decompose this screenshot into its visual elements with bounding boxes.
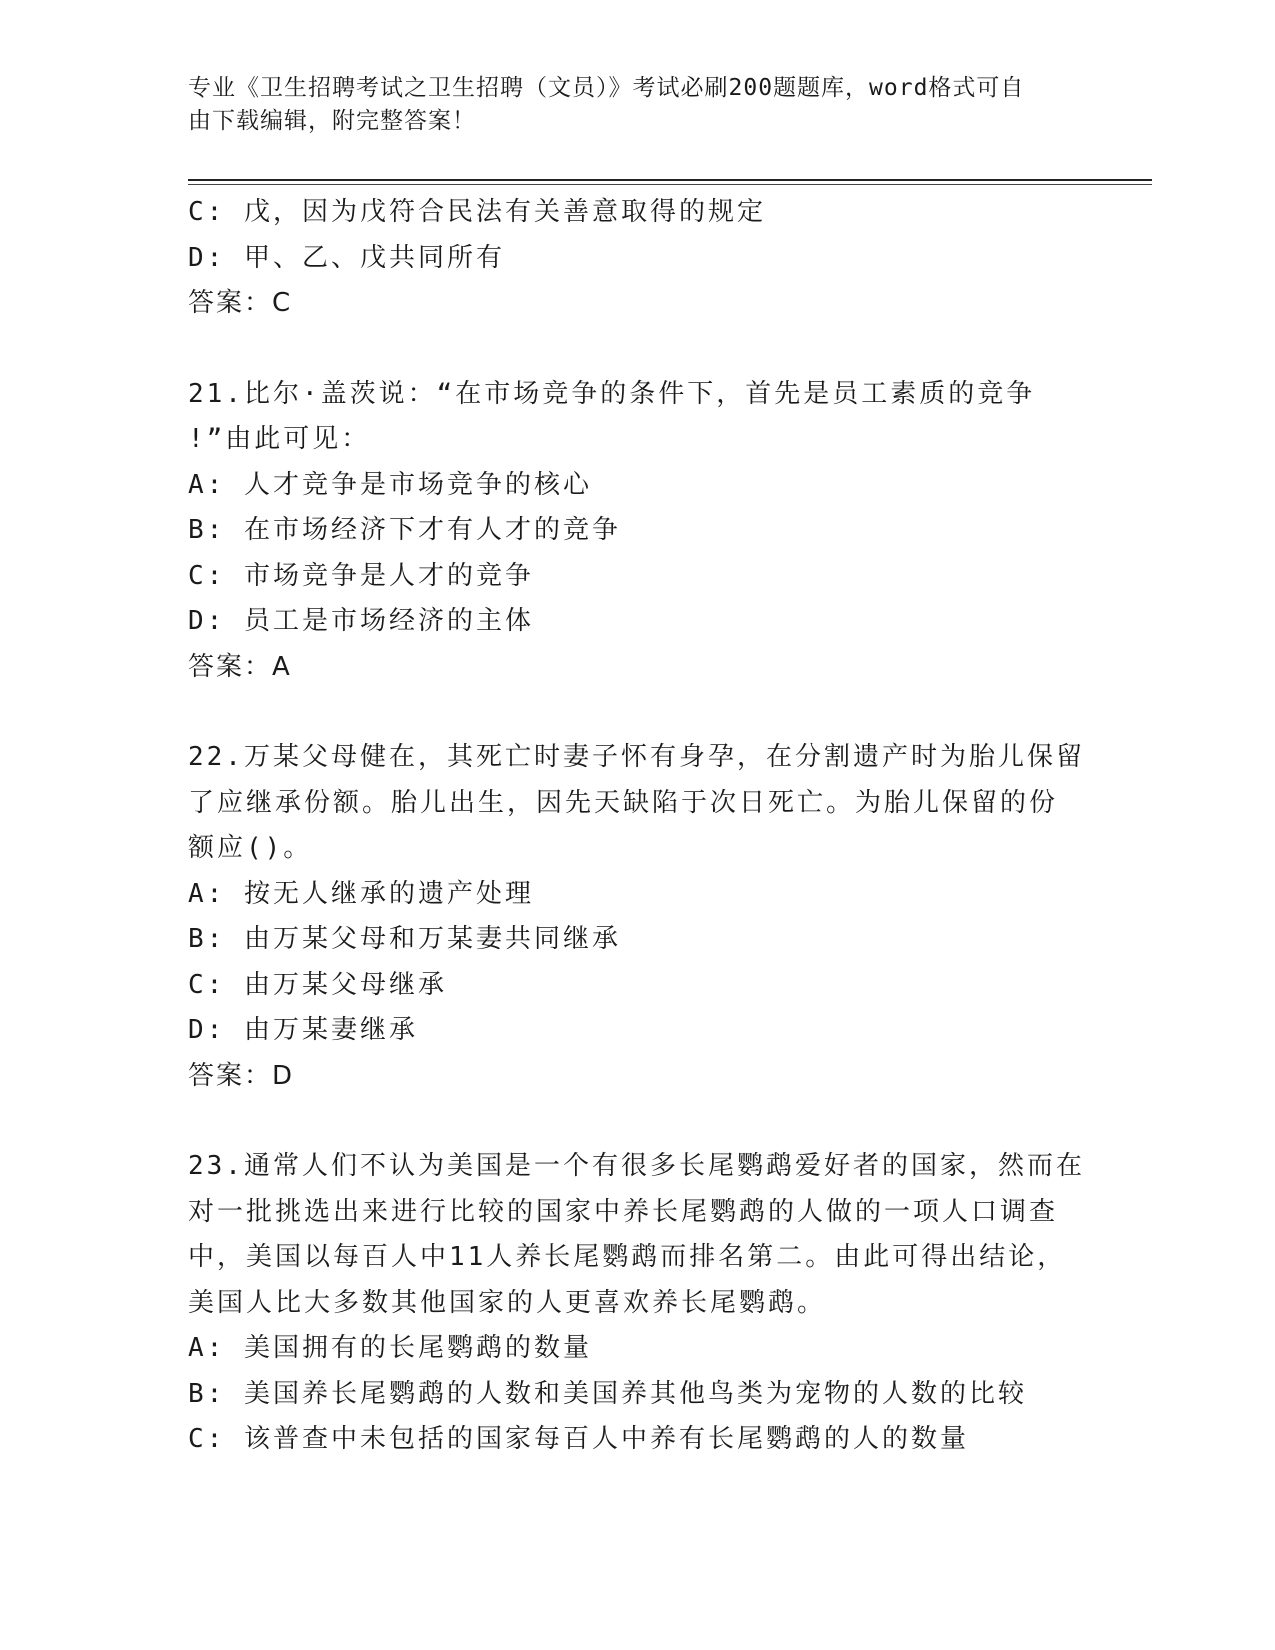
option-d: D: 甲、乙、戊共同所有 bbox=[188, 242, 505, 273]
option-a: A: 美国拥有的长尾鹦鹉的数量 bbox=[188, 1333, 592, 1363]
document-header bbox=[188, 72, 1068, 138]
header-divider-thick bbox=[188, 179, 1152, 181]
question-block-prev bbox=[188, 190, 1088, 327]
answer-line: 答案：C bbox=[188, 288, 293, 318]
option-a: A: 人才竞争是市场竞争的核心 bbox=[188, 469, 592, 500]
question-stem-line: 21.比尔·盖茨说：“在市场竞争的条件下，首先是员工素质的竞争 bbox=[188, 378, 1036, 409]
question-block-21 bbox=[188, 372, 1088, 691]
header-divider-thin bbox=[188, 184, 1152, 185]
option-a: A: 按无人继承的遗产处理 bbox=[188, 878, 534, 909]
option-c: C: 该普查中未包括的国家每百人中养有长尾鹦鹉的人的数量 bbox=[188, 1424, 969, 1454]
answer-line: 答案：D bbox=[188, 1060, 295, 1091]
question-stem-line: 了应继承份额。胎儿出生，因先天缺陷于次日死亡。为胎儿保留的份 bbox=[188, 787, 1059, 818]
question-stem-line: !”由此可见： bbox=[188, 424, 371, 454]
question-stem-line: 23.通常人们不认为美国是一个有很多长尾鹦鹉爱好者的国家，然而在 bbox=[188, 1151, 1085, 1181]
option-c: C: 市场竞争是人才的竞争 bbox=[188, 560, 534, 591]
question-stem-line: 美国人比大多数其他国家的人更喜欢养长尾鹦鹉。 bbox=[188, 1287, 827, 1318]
option-b: B: 美国养长尾鹦鹉的人数和美国养其他鸟类为宠物的人数的比较 bbox=[188, 1378, 1027, 1409]
question-block-22 bbox=[188, 735, 1088, 1099]
option-c: C: 戊，因为戊符合民法有关善意取得的规定 bbox=[188, 197, 766, 227]
option-b: B: 在市场经济下才有人才的竞争 bbox=[188, 515, 621, 545]
question-list bbox=[188, 190, 1088, 1463]
header-line-1: 专业《卫生招聘考试之卫生招聘（文员）》考试必刷200题题库，word格式可自 bbox=[188, 75, 1025, 101]
question-stem-line: 对一批挑选出来进行比较的国家中养长尾鹦鹉的人做的一项人口调查 bbox=[188, 1196, 1059, 1227]
option-d: D: 员工是市场经济的主体 bbox=[188, 606, 534, 636]
question-block-23 bbox=[188, 1144, 1088, 1463]
option-c: C: 由万某父母继承 bbox=[188, 969, 447, 1000]
answer-line: 答案：A bbox=[188, 651, 292, 682]
option-b: B: 由万某父母和万某妻共同继承 bbox=[188, 924, 621, 954]
question-stem-line: 22.万某父母健在，其死亡时妻子怀有身孕，在分割遗产时为胎儿保留 bbox=[188, 742, 1085, 772]
option-d: D: 由万某妻继承 bbox=[188, 1015, 418, 1045]
question-stem-line: 额应()。 bbox=[188, 833, 313, 863]
question-stem-line: 中，美国以每百人中11人养长尾鹦鹉而排名第二。由此可得出结论， bbox=[188, 1242, 1067, 1272]
header-line-2: 由下载编辑，附完整答案！ bbox=[188, 108, 476, 134]
